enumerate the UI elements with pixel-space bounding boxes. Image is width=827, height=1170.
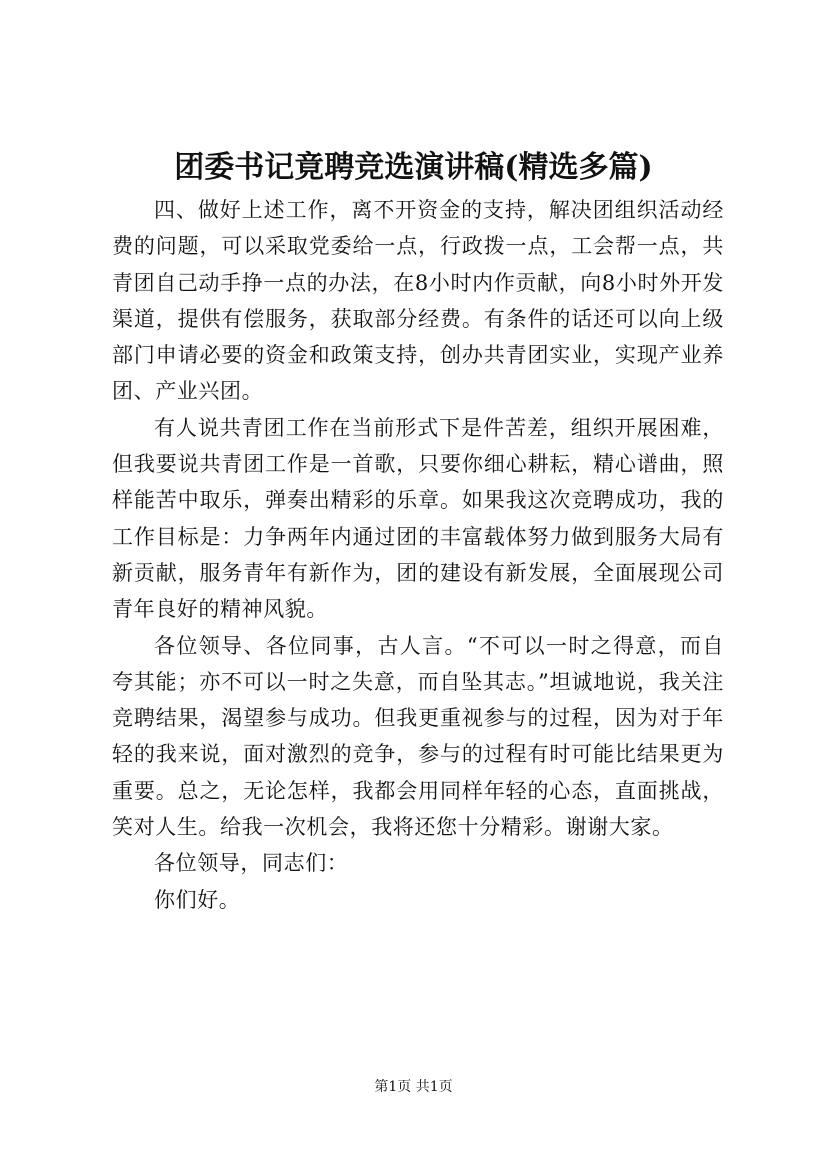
paragraph-closing: 各位领导、各位同事，古人言。“不可以一时之得意，而自夸其能；亦不可以一时之失意，而自坠其志。”坦诚地说，我关注竞聘结果，渴望参与成功。但我更重视参与的过程，因为对于年轻的我来说，面对激烈的竞争，参与的过程有时可能比结果更为重要。总之，无论怎样，我都会用同样年轻的心态，直面挑战，笑对人生。给我一次机会，我将还您十分精彩。谢谢大家。 xyxy=(112,633,724,840)
document-body xyxy=(112,192,724,918)
paragraph-funding: 四、做好上述工作，离不开资金的支持，解决团组织活动经费的问题，可以采取党委给一点，行政拨一点，工会帮一点，共青团自己动手挣一点的办法，在8小时内作贡献，向8小时外开发渠道，提供有偿服务，获取部分经费。有条件的话还可以向上级部门申请必要的资金和政策支持，创办共青团实业，实现产业养团、产业兴团。 xyxy=(112,198,724,404)
paragraph-work-goal: 有人说共青团工作在当前形式下是件苦差，组织开展困难，但我要说共青团工作是一首歌，只要你细心耕耘，精心谱曲，照样能苦中取乐，弹奏出精彩的乐章。如果我这次竞聘成功，我的工作目标是：力争两年内通过团的丰富载体努力做到服务大局有新贡献，服务青年有新作为，团的建设有新发展，全面展现公司青年良好的精神风貌。 xyxy=(112,415,724,622)
paragraph-greeting: 你们好。 xyxy=(154,887,241,912)
document-title: 团委书记竟聘竞选演讲稿(精选多篇) xyxy=(174,150,653,185)
page-number-footer: 第1页 共1页 xyxy=(374,1079,453,1095)
paragraph-salutation: 各位领导，同志们： xyxy=(154,851,349,876)
